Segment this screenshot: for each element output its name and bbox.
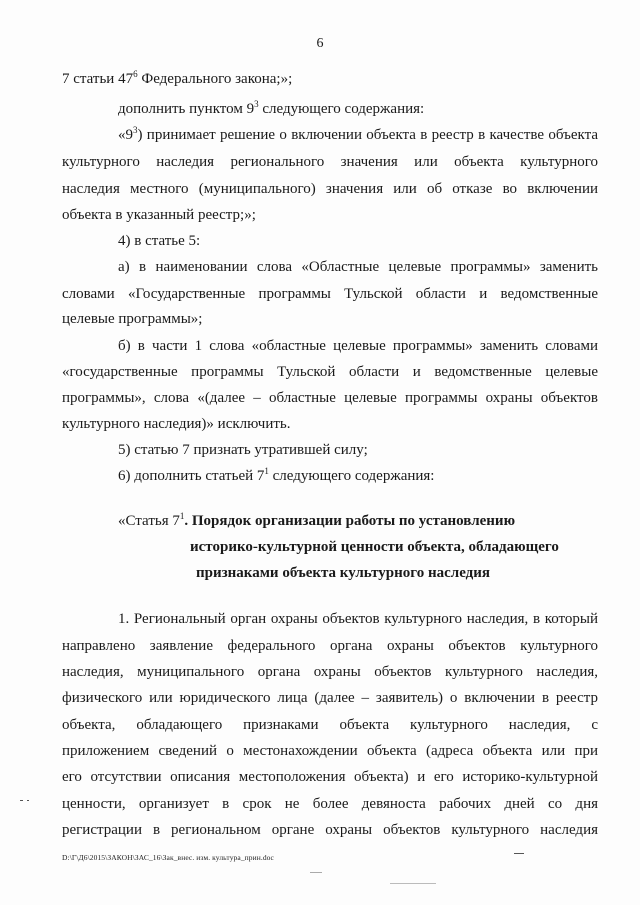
text-line: программы», слова «(далее – областные целевые программы охраны объектов — [62, 390, 598, 406]
text-line: 5) статью 7 признать утратившей силу; — [118, 442, 368, 458]
text-line: наследия, муниципального органа охраны объектов культурного наследия, — [62, 664, 598, 680]
text-line: словами «Государственные программы Тульской области и ведомственные — [62, 286, 598, 302]
text-line: 6) дополнить статьей $7^1$ следующего содержания: — [118, 466, 435, 484]
text-line: ценности, организует в срок не более девяноста рабочих дней со дня — [62, 796, 598, 812]
text-line: «$9^3$) принимает решение о включении объекта в реестр в качестве объекта — [118, 125, 598, 143]
text-line: регистрации в региональном органе охраны объектов культурного наследия — [62, 822, 598, 838]
article-heading-line-3: признаками объекта культурного наследия — [196, 565, 490, 581]
text-line: направлено заявление федерального органа охраны объектов культурного — [62, 638, 598, 654]
page-number: 6 — [316, 36, 324, 51]
text-line: его отсутствии описания местоположения объекта) и его историко-культурной — [62, 769, 598, 785]
article-heading-line-2: историко-культурной ценности объекта, обладающего — [190, 539, 559, 555]
scan-speck — [514, 853, 524, 854]
scan-speck — [20, 800, 23, 801]
text-line: приложением сведений о местонахождении объекта (адреса объекта или при — [62, 743, 598, 759]
text-line: объекта, обладающего признаками объекта культурного наследия, с — [62, 717, 598, 733]
text-line: культурного наследия регионального значения или объекта культурного — [62, 154, 598, 170]
text-line: целевые программы»; — [62, 311, 203, 327]
text-line: дополнить пунктом $9^3$ следующего содержания: — [118, 99, 425, 117]
footer-file-path: D:\Г\Д6\2015\ЗАКОН\ЗАС_16\Зак_внес. изм. культура_прин.doc — [62, 853, 274, 862]
text-line: б) в части 1 слова «областные целевые программы» заменить словами — [118, 338, 598, 354]
text-line: физического или юридического лица (далее – заявитель) о включении в реестр — [62, 690, 598, 706]
text-line: а) в наименовании слова «Областные целевые программы» заменить — [118, 259, 598, 275]
text-line: 4) в статье 5: — [118, 233, 201, 249]
text-line: «государственные программы Тульской области и ведомственные целевые — [62, 364, 598, 380]
scan-speck — [310, 872, 322, 873]
scan-speck — [27, 800, 29, 801]
scan-speck — [390, 883, 436, 884]
text-line: культурного наследия)» исключить. — [62, 416, 291, 432]
article-heading-line-1: «Статья $7^1$. Порядок организации работы по установлению — [118, 511, 516, 529]
text-line: 7 статьи $47^6$ Федерального закона;»; — [62, 69, 293, 87]
text-line: 1. Региональный орган охраны объектов культурного наследия, в который — [118, 611, 598, 627]
text-line: наследия местного (муниципального) значения или об отказе во включении — [62, 181, 598, 197]
text-line: объекта в указанный реестр;»; — [62, 207, 256, 223]
